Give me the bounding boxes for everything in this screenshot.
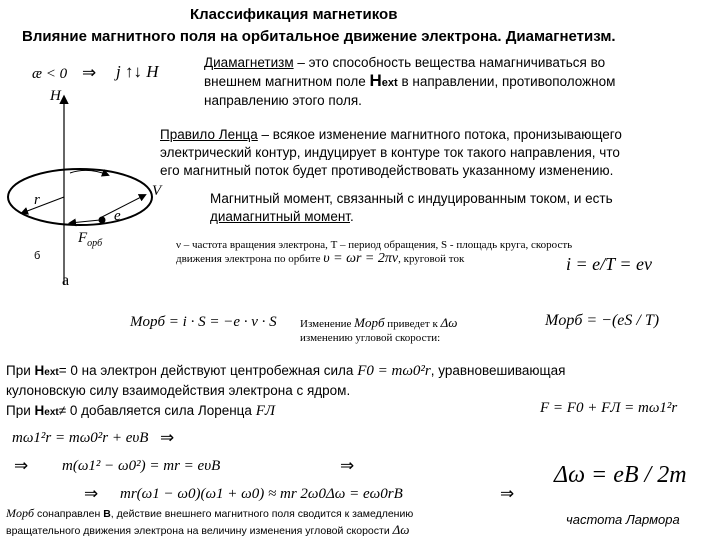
velocity-formula: υ = ωr = 2πν xyxy=(323,251,399,266)
electron-dot xyxy=(99,217,106,224)
label-v: V xyxy=(152,183,162,199)
label-b: б xyxy=(34,250,41,262)
implies-arrow-4: ⇒ xyxy=(84,484,99,504)
implies-arrow-2: ⇒ xyxy=(14,456,29,476)
current-field-relation: j ↑↓ H xyxy=(116,62,159,81)
label-f: $F_{орб}$ xyxy=(78,230,103,249)
orbital-moment-formula: Mорб = i · S = −e · ν · S xyxy=(130,314,277,330)
larmor-formula: Δω = eB / 2m xyxy=(554,462,687,488)
diamagnetism-definition: Диамагнетизм – это способность вещества намагничиваться во внешнем магнитном поле Hext в направлении, противоположном направлению этого поля. xyxy=(204,55,616,108)
radius-vector xyxy=(22,197,64,213)
implies-arrow: ⇒ xyxy=(82,63,97,83)
implies-arrow-3: ⇒ xyxy=(340,456,355,476)
implies-arrow-1: ⇒ xyxy=(160,428,175,448)
hext-nonzero-text: При Нext≠ 0 добавляется сила Лоренца FЛ xyxy=(6,403,276,419)
moment-result-formula: Mорб = −(eS / T) xyxy=(545,312,660,329)
implies-arrow-5: ⇒ xyxy=(500,484,515,504)
lorentz-force-symbol: FЛ xyxy=(255,403,276,419)
equation-1: mω1²r = mω0²r + eυB xyxy=(12,430,149,446)
force-sum-formula: F = F0 + FЛ = mω1²r xyxy=(540,400,678,416)
force-vector xyxy=(70,220,100,223)
susceptibility-condition: æ < 0 xyxy=(32,66,68,82)
larmor-caption: частота Лармора xyxy=(566,512,680,527)
moment-text: Магнитный момент, связанный с индуцированным током, и есть диамагнитный момент. xyxy=(210,191,613,224)
orbit-ellipse xyxy=(8,169,152,225)
label-e: e xyxy=(114,208,121,224)
hext-zero-text: При Нext= 0 на электрон действуют центробежная сила F0 = mω0²r, уравновешивающая кулоновскую силу взаимодействия электрона с ядром. xyxy=(6,363,566,398)
moment-change-text: Изменение Mорб приведет к Δω изменению угловой скорости: xyxy=(300,315,458,344)
label-h: H xyxy=(50,88,61,104)
equation-3: mr(ω1 − ω0)(ω1 + ω0) ≈ mr 2ω0Δω = eω0rB xyxy=(120,486,403,502)
equation-2: m(ω1² − ω0²) = mr = eυB xyxy=(62,458,221,474)
page-subtitle: Влияние магнитного поля на орбитальное движение электрона. Диамагнетизм. xyxy=(22,28,616,45)
lenz-rule: Правило Ленца – всякое изменение магнитного потока, пронизывающего электрический контур, индуцирует в контуре ток такого направления, что его магнитный поток будет противодействовать указанному изменению. xyxy=(160,127,622,178)
bottom-conclusion: Mорб сонаправлен B, действие внешнего магнитного поля сводится к замедлению вращательного движения электрона на величину изменения угловой скорости Δω xyxy=(6,506,414,537)
centrifugal-force-formula: F0 = mω0²r xyxy=(357,363,431,379)
circular-current-formula: i = e/T = eν xyxy=(566,254,652,274)
frequency-explanation: ν – частота вращения электрона, T – период обращения, S - площадь круга, скорость движения электрона по орбите υ = ωr = 2πν, круговой ток xyxy=(176,239,573,266)
label-a: а xyxy=(62,272,70,289)
label-r: r xyxy=(34,192,40,208)
page-title: Классификация магнетиков xyxy=(190,6,398,23)
